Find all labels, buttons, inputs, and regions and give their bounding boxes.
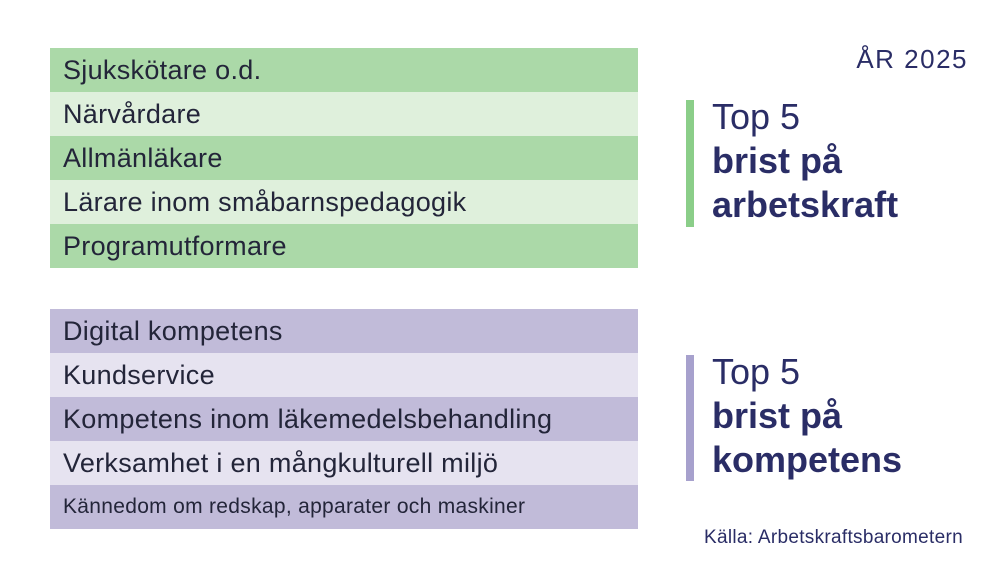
purple-accent-bar	[686, 355, 694, 481]
competence-title-block	[686, 351, 903, 482]
year-label: ÅR 2025	[856, 44, 968, 74]
competence-title	[712, 350, 902, 482]
title-line: kompetens	[712, 439, 903, 480]
workforce-title	[712, 95, 898, 227]
list-item: Kännedom om redskap, apparater och maskiner	[50, 485, 638, 529]
competence-shortage-list	[50, 309, 638, 529]
title-line: brist på	[712, 395, 843, 436]
workforce-shortage-list	[50, 48, 638, 268]
title-line: brist på	[712, 140, 843, 181]
title-line: arbetskraft	[712, 184, 899, 225]
source-label: Källa: Arbetskraftsbarometern	[704, 527, 963, 548]
list-item: Kompetens inom läkemedelsbehandling	[50, 397, 638, 441]
list-item: Verksamhet i en mångkulturell miljö	[50, 441, 638, 485]
list-item: Lärare inom småbarnspedagogik	[50, 180, 638, 224]
list-item: Sjukskötare o.d.	[50, 48, 638, 92]
list-item: Närvårdare	[50, 92, 638, 136]
list-item: Programutformare	[50, 224, 638, 268]
list-item: Kundservice	[50, 353, 638, 397]
green-accent-bar	[686, 100, 694, 227]
workforce-title-block	[686, 96, 899, 227]
list-item: Digital kompetens	[50, 309, 638, 353]
title-line: Top 5	[712, 96, 801, 137]
list-item: Allmänläkare	[50, 136, 638, 180]
title-line: Top 5	[712, 351, 801, 392]
